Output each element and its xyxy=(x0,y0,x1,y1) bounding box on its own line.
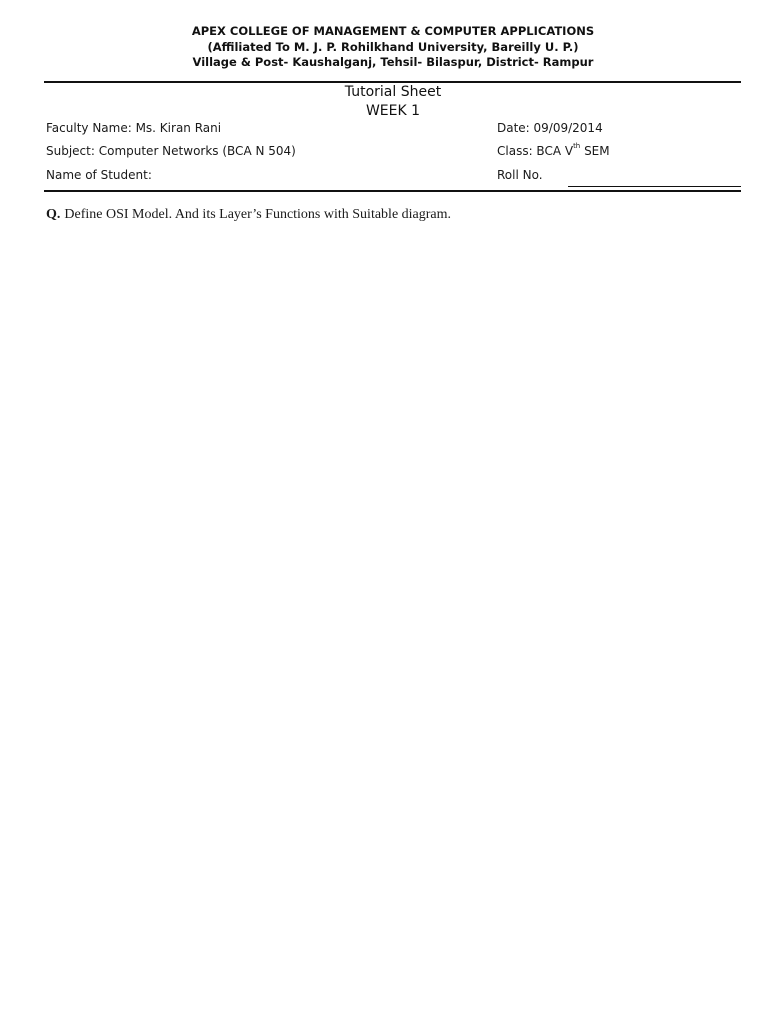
class-suffix: SEM xyxy=(580,144,610,158)
date-field: Date: 09/09/2014 xyxy=(497,121,603,135)
roll-number-field: Roll No. xyxy=(497,168,543,182)
faculty-name: Faculty Name: Ms. Kiran Rani xyxy=(46,121,222,135)
question-text: Define OSI Model. And its Layer’s Functions with Suitable diagram. xyxy=(64,207,452,222)
class-prefix: Class: BCA V xyxy=(497,144,574,158)
address-line: Village & Post- Kaushalganj, Tehsil- Bilaspur, District- Rampur xyxy=(192,55,594,69)
question-label: Q. xyxy=(46,207,61,222)
college-name: APEX COLLEGE OF MANAGEMENT & COMPUTER APPLICATIONS xyxy=(191,24,595,38)
class-field xyxy=(497,144,610,158)
sheet-title: Tutorial Sheet xyxy=(344,84,442,100)
roll-number-underline xyxy=(568,186,741,187)
student-name-field: Name of Student: xyxy=(46,168,152,182)
question xyxy=(46,207,451,223)
header-divider xyxy=(44,81,741,83)
subject-field: Subject: Computer Networks (BCA N 504) xyxy=(46,144,296,158)
document-header xyxy=(0,24,768,71)
affiliation-line: (Affiliated To M. J. P. Rohilkhand University, Bareilly U. P.) xyxy=(207,39,579,54)
week-label: WEEK 1 xyxy=(365,103,421,119)
details-divider xyxy=(44,190,741,192)
class-superscript: th xyxy=(573,142,581,150)
